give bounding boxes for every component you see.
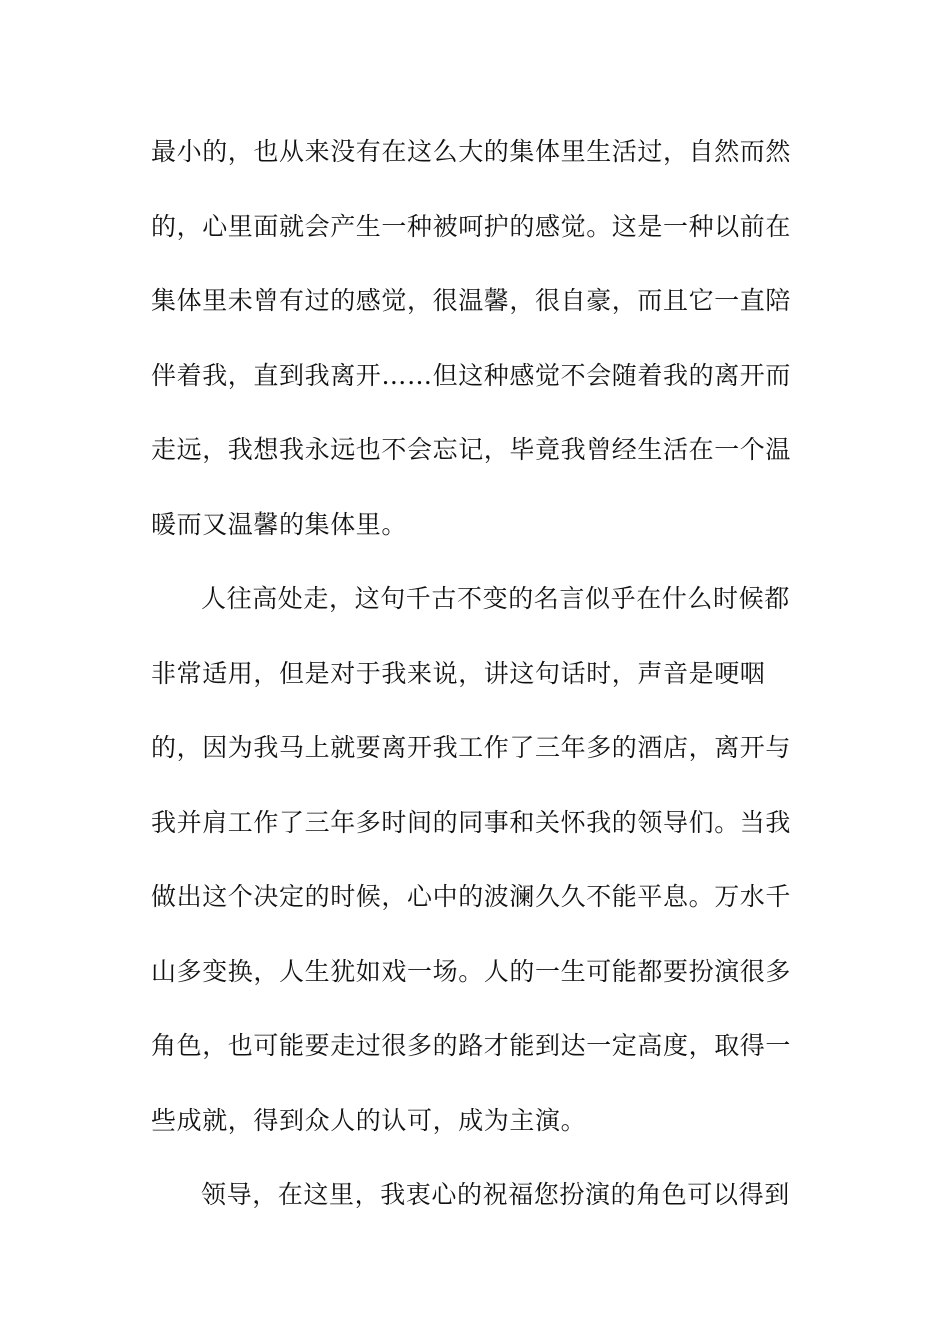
paragraph-start-line: 领导，在这里，我衷心的祝福您扮演的角色可以得到 xyxy=(201,1180,790,1209)
text-line: 集体里未曾有过的感觉，很温馨，很自豪，而且它一直陪 xyxy=(151,286,792,315)
text-line: 走远，我想我永远也不会忘记，毕竟我曾经生活在一个温 xyxy=(151,435,792,464)
paragraph-start-line: 人往高处走，这句千古不变的名言似乎在什么时候都 xyxy=(201,584,790,613)
text-line: 的，心里面就会产生一种被呵护的感觉。这是一种以前在 xyxy=(151,211,792,241)
text-line: 伴着我，直到我离开……但这种感觉不会随着我的离开而 xyxy=(151,360,792,390)
text-line: 非常适用，但是对于我来说，讲这句话时，声音是哽咽 xyxy=(151,658,766,688)
body-text xyxy=(151,128,791,1246)
text-line: 最小的，也从来没有在这么大的集体里生活过，自然而然 xyxy=(151,137,792,166)
text-line: 的，因为我马上就要离开我工作了三年多的酒店，离开与 xyxy=(151,733,792,762)
text-line: 暖而又温馨的集体里。 xyxy=(151,509,408,539)
text-line: 角色，也可能要走过很多的路才能到达一定高度，取得一 xyxy=(151,1031,792,1060)
text-line: 做出这个决定的时候，心中的波澜久久不能平息。万水千 xyxy=(151,882,792,911)
text-line: 山多变换，人生犹如戏一场。人的一生可能都要扮演很多 xyxy=(151,956,792,986)
text-line: 我并肩工作了三年多时间的同事和关怀我的领导们。当我 xyxy=(151,807,792,837)
text-line: 些成就，得到众人的认可，成为主演。 xyxy=(151,1105,587,1135)
